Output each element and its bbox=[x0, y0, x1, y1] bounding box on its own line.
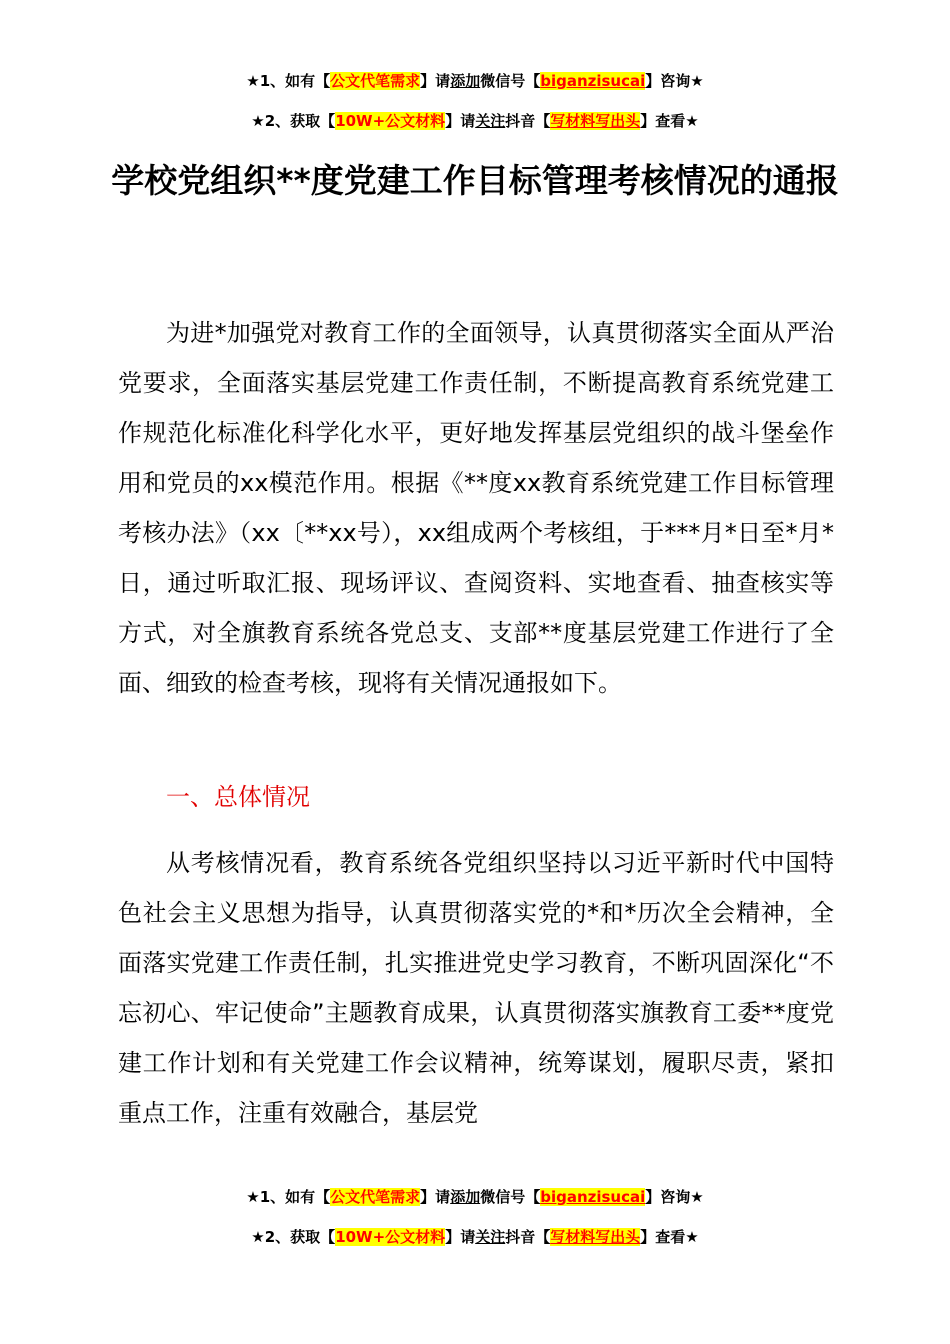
banner-wechat-id: biganzisucai bbox=[540, 1188, 646, 1206]
top-banner-line-2 bbox=[0, 111, 950, 131]
banner-text: 抖音【 bbox=[505, 112, 551, 130]
banner-highlight: 10W+公文材料 bbox=[335, 112, 446, 130]
banner-highlight: 公文代笔需求 bbox=[330, 72, 421, 90]
banner-underlined-text: 添加 bbox=[450, 72, 481, 90]
banner-text: 】请 bbox=[445, 1228, 476, 1246]
document-title: 学校党组织**度党建工作目标管理考核情况的通报 bbox=[111, 161, 839, 200]
intro-paragraph: 为进*加强党对教育工作的全面领导，认真贯彻落实全面从严治党要求，全面落实基层党建工作责任制，不断提高教育系统党建工作规范化标准化科学化水平，更好地发挥基层党组织的战斗堡垒作用和党员的xx模范作用。根据《**度xx教育系统党建工作目标管理考核办法》（xx〔**xx号），xx组成两个考核组，于***月*日至*月*日，通过听取汇报、现场评议、查阅资料、实地查看、抽查核实等方式，对全旗教育系统各党总支、支部**度基层党建工作进行了全面、细致的检查考核，现将有关情况通报如下。 bbox=[118, 319, 834, 697]
top-banner-line-1 bbox=[0, 71, 950, 91]
banner-text: 】请 bbox=[420, 72, 451, 90]
banner-text: 微信号【 bbox=[480, 1188, 541, 1206]
banner-text: 微信号【 bbox=[480, 72, 541, 90]
banner-wechat-id: biganzisucai bbox=[540, 72, 646, 90]
banner-underlined-text: 添加 bbox=[450, 1188, 481, 1206]
banner-highlight: 公文代笔需求 bbox=[330, 1188, 421, 1206]
banner-text: ★2、获取【 bbox=[251, 1228, 336, 1246]
banner-douyin-id: 写材料写出头 bbox=[550, 112, 641, 130]
section-paragraph: 从考核情况看，教育系统各党组织坚持以习近平新时代中国特色社会主义思想为指导，认真贯彻落实党的*和*历次全会精神，全面落实党建工作责任制，扎实推进党史学习教育，不断巩固深化“不忘初心、牢记使命”主题教育成果，认真贯彻落实旗教育工委**度党建工作计划和有关党建工作会议精神，统筹谋划，履职尽责，紧扣重点工作，注重有效融合，基层党 bbox=[118, 849, 834, 1127]
banner-douyin-id: 写材料写出头 bbox=[550, 1228, 641, 1246]
section-heading: 一、总体情况 bbox=[166, 783, 310, 811]
banner-text: ★2、获取【 bbox=[251, 112, 336, 130]
banner-highlight: 10W+公文材料 bbox=[335, 1228, 446, 1246]
banner-underlined-text: 关注 bbox=[475, 1228, 506, 1246]
banner-text: 】咨询★ bbox=[645, 1188, 704, 1206]
banner-text: 】请 bbox=[445, 112, 476, 130]
bottom-banner-line-1 bbox=[0, 1187, 950, 1207]
banner-text: 】请 bbox=[420, 1188, 451, 1206]
banner-text: ★1、如有【 bbox=[246, 72, 331, 90]
bottom-banner-line-2 bbox=[0, 1227, 950, 1247]
banner-text: ★1、如有【 bbox=[246, 1188, 331, 1206]
banner-text: 】查看★ bbox=[640, 1228, 699, 1246]
banner-text: 】咨询★ bbox=[645, 72, 704, 90]
banner-text: 抖音【 bbox=[505, 1228, 551, 1246]
banner-text: 】查看★ bbox=[640, 112, 699, 130]
banner-underlined-text: 关注 bbox=[475, 112, 506, 130]
